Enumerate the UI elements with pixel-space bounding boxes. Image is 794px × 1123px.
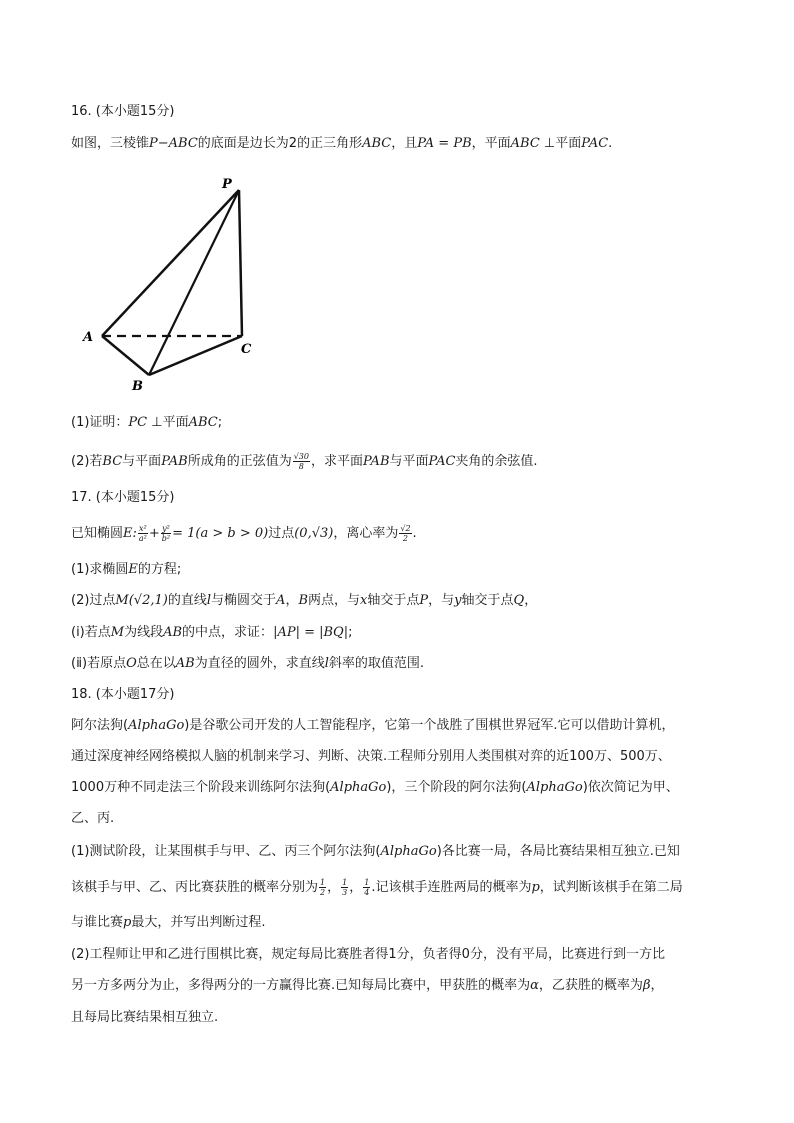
q16-part1-math-1: PC: [128, 415, 148, 430]
fraction-y2-over-b2: [161, 524, 171, 543]
q18-part2-line-1: [71, 946, 665, 964]
q16-intro-math-4: ABC: [510, 136, 540, 151]
q18-p3-math-2: AlphaGo: [526, 780, 583, 795]
pyramid-figure: [80, 172, 270, 394]
q16-part1-text-3: ;: [217, 415, 223, 430]
q17-intro-text-3: ，离心率为: [333, 526, 399, 541]
q16-header: 16. (本小题15分): [71, 104, 175, 119]
q16-intro-text-5: ⊥平面: [539, 136, 582, 151]
q18-part1-l2-text-1: 该棋手与甲、乙、丙比赛获胜的概率分别为: [71, 880, 319, 895]
q16-intro-math-5: PAC: [581, 136, 609, 151]
q16-intro-text-1: 如图，三棱锥: [71, 136, 150, 151]
fraction-numerator: 1: [342, 878, 348, 887]
fraction-denominator: 2: [402, 534, 408, 543]
label-a: A: [83, 330, 94, 345]
q17-part2: [71, 592, 537, 610]
q17-sub1-text-3: 的中点，求证：: [182, 625, 274, 640]
q18-part1-line-3: [71, 914, 265, 932]
q17-intro-text-4: .: [412, 526, 417, 541]
edge-bc: [149, 336, 242, 375]
q18-p4-text-1: 乙、丙.: [71, 811, 115, 826]
q18-para-line-4: [71, 810, 114, 828]
q18-p3-text-1: 1000万种不同走法三个阶段来训练阿尔法狗(: [71, 780, 331, 795]
label-b: B: [132, 379, 143, 394]
q16-intro-math-3: PA = PB: [417, 136, 472, 151]
q17-sub2-math-2: AB: [175, 656, 195, 671]
q18-part1-l3-text-1: 与谁比赛: [71, 915, 124, 930]
fraction-denominator: b²: [161, 534, 171, 543]
q17-sub2-text-4: 斜率的取值范围.: [328, 656, 425, 671]
q18-part1-l1-text-1: (1)测试阶段，让某围棋手与甲、乙、丙三个阿尔法狗(: [71, 844, 381, 859]
q16-intro-text-3: ，且: [391, 136, 418, 151]
label-c: C: [241, 342, 252, 357]
q18-part2-line-2: [71, 977, 663, 995]
q18-p1-text-2: )是谷歌公司开发的人工智能程序，它第一个战胜了围棋世界冠军.它可以借助计算机，: [184, 718, 675, 733]
q16-part2-text-4: ，求平面: [310, 454, 363, 469]
q17-part1: [71, 561, 181, 579]
fraction-numerator: √30: [293, 452, 309, 461]
q16-part2-text-1: (2)若: [71, 454, 103, 469]
q16-part2-math-1: BC: [102, 454, 123, 469]
q18-para-line-3: [71, 779, 679, 797]
q17-part2-text-5: 两点，与: [308, 593, 361, 608]
q17-sub1-text-2: 为线段: [124, 625, 164, 640]
q16-part1: [71, 414, 222, 432]
q18-part1-l2-sep-2: ，: [349, 880, 363, 895]
fraction-denominator: 4: [364, 888, 370, 897]
q17-part2-text-6: 轴交于点: [367, 593, 420, 608]
q16-intro-math-2: ABC: [362, 136, 392, 151]
q18-p2-text-1: 通过深度神经网络模拟人脑的机制来学习、判断、决策.工程师分别用人类围棋对弈的近100万、500万、: [71, 749, 671, 764]
q17-intro: [71, 524, 417, 543]
q18-part1-line-2: [71, 878, 683, 897]
q16-part2-math-3: PAB: [363, 454, 390, 469]
q18-para-line-1: [71, 717, 675, 735]
q17-part2-math-7: y: [454, 593, 462, 608]
q16-part2-text-6: 夹角的余弦值.: [455, 454, 538, 469]
q17-sub2-math-1: O: [126, 656, 137, 671]
edge-pc: [239, 190, 242, 336]
q18-p1-text-1: 阿尔法狗(: [71, 718, 129, 733]
q18-part2-line-3: [71, 1009, 218, 1027]
q18-part2-l2-text-2: ，乙获胜的概率为: [538, 978, 643, 993]
q16-intro-math-1: P−ABC: [149, 136, 198, 151]
q17-part2-math-2: l: [206, 593, 212, 608]
q17-intro-math-3: (0,√3): [294, 526, 334, 541]
q18-part1-l2-text-2: .记该棋手连胜两局的概率为: [371, 880, 532, 895]
q17-sub2-math-3: l: [324, 656, 329, 671]
q18-p3-math-1: AlphaGo: [330, 780, 387, 795]
fraction-denominator: 2: [320, 888, 326, 897]
q18-p1-math-1: AlphaGo: [128, 718, 185, 733]
fraction-sqrt2-over-2: [399, 524, 411, 543]
q17-part2-text-9: ，: [524, 593, 538, 608]
q16-intro-text-2: 的底面是边长为2的正三角形: [197, 136, 363, 151]
q18-part1-l1-math-1: AlphaGo: [380, 844, 437, 859]
q16-part2: [71, 452, 538, 471]
q18-part2-l3-text-1: 且每局比赛结果相互独立.: [71, 1010, 219, 1025]
q18-part2-l2-math-1: α: [530, 978, 539, 993]
fraction-numerator: y²: [162, 524, 170, 533]
q17-part2-math-6: P: [419, 593, 429, 608]
q16-part2-text-2: 与平面: [122, 454, 162, 469]
q16-intro-text-6: .: [608, 136, 613, 151]
q18-part2-l2-math-2: β: [642, 978, 651, 993]
q18-part2-l2-text-1: 另一方多两分为止，多得两分的一方赢得比赛.已知每局比赛中，甲获胜的概率为: [71, 978, 531, 993]
q18-p3-text-2: )，三个阶段的阿尔法狗(: [386, 780, 527, 795]
fraction-one-half: [319, 878, 326, 897]
q17-part1-math-1: E: [128, 562, 138, 577]
q17-intro-text-1: 已知椭圆: [71, 526, 124, 541]
q17-part2-text-2: 的直线: [167, 593, 207, 608]
q18-part1-line-1: [71, 843, 680, 861]
label-p: P: [222, 177, 232, 192]
q17-part2-text-8: 轴交于点: [461, 593, 514, 608]
q18-p3-text-3: )依次简记为甲、: [582, 780, 679, 795]
fraction-numerator: 1: [364, 878, 370, 887]
q16-part1-math-2: ABC: [188, 415, 218, 430]
edge-pa: [102, 190, 239, 336]
q17-sub1: [71, 624, 352, 642]
q17-intro-text-2: 过点: [268, 526, 295, 541]
edge-ab: [102, 336, 149, 375]
fraction-x2-over-a2: [138, 524, 148, 543]
q17-sub1-text-1: (ⅰ)若点: [71, 625, 111, 640]
q17-intro-math-2: = 1(a > b > 0): [172, 526, 269, 541]
q17-part2-text-4: ，: [285, 593, 299, 608]
q18-part1-l1-text-2: )各比赛一局，各局比赛结果相互独立.已知: [436, 844, 680, 859]
q16-part2-text-5: 与平面: [389, 454, 429, 469]
q17-sub2-text-3: 为直径的圆外，求直线: [194, 656, 325, 671]
q18-header: 18. (本小题17分): [71, 687, 175, 702]
q17-sub1-math-2: AB: [163, 625, 183, 640]
q17-part2-math-1: M(√2,1): [115, 593, 168, 608]
q17-sub2: [71, 655, 424, 673]
q17-part2-math-4: B: [298, 593, 309, 608]
fraction-sqrt30-over-8: [293, 452, 310, 471]
q18-part2-l2-text-3: ，: [650, 978, 664, 993]
q18-part1-l2-text-3: ，试判断该棋手在第二局: [539, 880, 683, 895]
q17-sub2-text-1: (ⅱ)若原点: [71, 656, 127, 671]
q16-part1-text-1: (1)证明：: [71, 415, 129, 430]
q17-part2-text-1: (2)过点: [71, 593, 116, 608]
q17-sub2-text-2: 总在以: [136, 656, 176, 671]
q17-sub1-math-1: M: [110, 625, 125, 640]
q17-sub1-math-3: |AP| = |BQ|: [273, 625, 349, 640]
q18-part2-l1-text-1: (2)工程师让甲和乙进行围棋比赛，规定每局比赛胜者得1分，负者得0分，没有平局，比赛进行到一方比: [71, 947, 665, 962]
fraction-numerator: x²: [139, 524, 147, 533]
plus-sign: +: [148, 526, 160, 541]
q16-intro: [71, 135, 612, 153]
q16-part1-text-2: ⊥平面: [147, 415, 189, 430]
fraction-numerator: √2: [400, 524, 411, 533]
q16-intro-text-4: ，平面: [471, 136, 511, 151]
q17-part2-math-8: Q: [513, 593, 525, 608]
q16-part2-math-2: PAB: [161, 454, 188, 469]
q18-part1-l2-math-1: p: [531, 880, 540, 895]
q17-part2-math-5: x: [360, 593, 368, 608]
q17-part2-math-3: A: [276, 593, 286, 608]
q17-part1-text-2: 的方程;: [137, 562, 182, 577]
fraction-denominator: 3: [342, 888, 348, 897]
fraction-denominator: a²: [138, 534, 147, 543]
fraction-one-quarter: [363, 878, 370, 897]
q16-part2-math-4: PAC: [428, 454, 456, 469]
q17-part2-text-3: 与椭圆交于: [211, 593, 277, 608]
fraction-denominator: 8: [298, 462, 304, 471]
edge-pb: [149, 190, 239, 375]
q17-part2-text-7: ，与: [428, 593, 455, 608]
q18-part1-l2-sep-1: ，: [327, 880, 341, 895]
fraction-numerator: 1: [320, 878, 326, 887]
q18-part1-l3-math-1: p: [123, 915, 132, 930]
q18-para-line-2: [71, 748, 671, 766]
fraction-one-third: [341, 878, 348, 897]
q17-header: 17. (本小题15分): [71, 490, 175, 505]
q17-intro-math-1: E:: [123, 526, 137, 541]
q17-sub1-text-4: ;: [348, 625, 353, 640]
q17-part1-text-1: (1)求椭圆: [71, 562, 129, 577]
q16-part2-text-3: 所成角的正弦值为: [187, 454, 292, 469]
q18-part1-l3-text-2: 最大，并写出判断过程.: [131, 915, 266, 930]
